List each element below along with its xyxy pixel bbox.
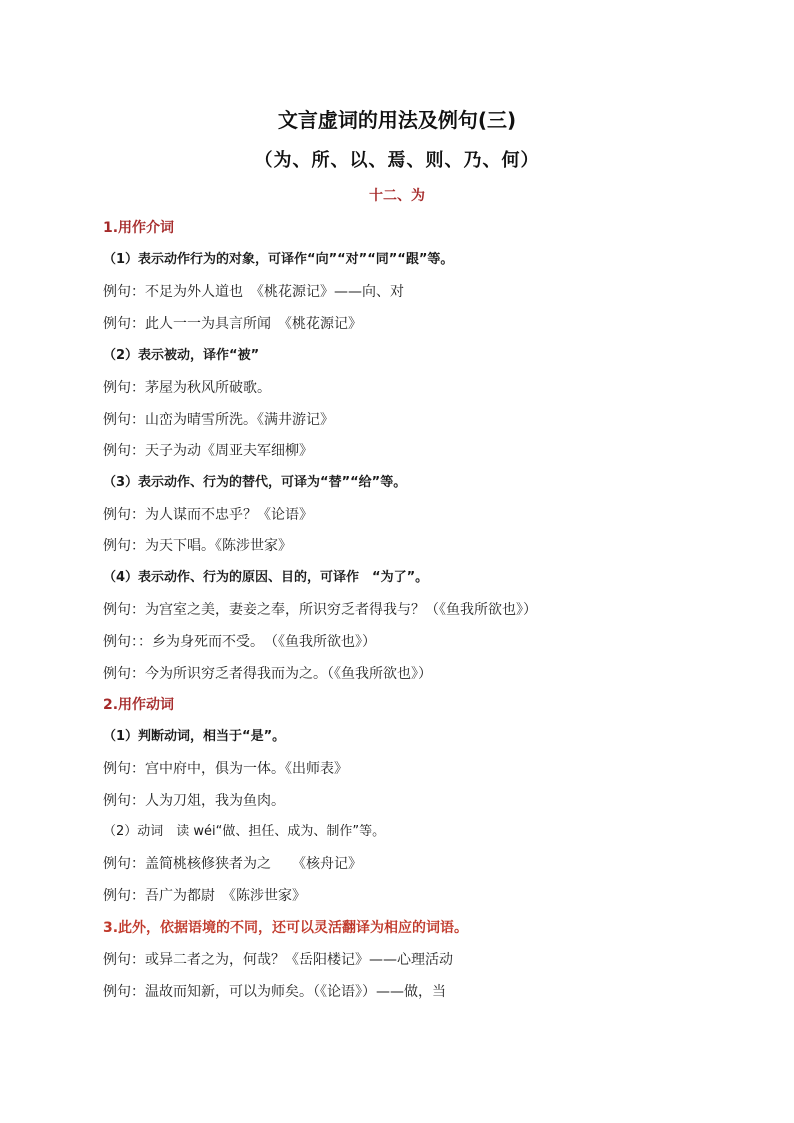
example-sentence: 例句：不足为外人道也 《桃花源记》——向、对: [103, 284, 404, 300]
example-sentence: 例句：为宫室之美，妻妾之奉，所识穷乏者得我与？（《鱼我所欲也》）: [103, 602, 537, 618]
example-sentence: 例句：此人一一为具言所闻 《桃花源记》: [103, 316, 362, 332]
section-heading: 十二、为: [369, 188, 425, 204]
usage-heading: （2）动词 读 wéi“做、担任、成为、制作”等。: [103, 824, 386, 839]
page-subtitle: （为、所、以、焉、则、乃、何）: [254, 150, 540, 171]
section-label: 1.用作介词: [103, 220, 175, 236]
usage-heading: （1）判断动词，相当于“是”。: [103, 729, 286, 744]
page-title: 文言虚词的用法及例句(三): [277, 108, 517, 132]
usage-heading: （1）表示动作行为的对象，可译作“向”“对”“同”“跟”等。: [103, 252, 454, 267]
example-sentence: 例句：盖简桃核修狭者为之 《核舟记》: [103, 856, 362, 872]
usage-heading: （3）表示动作、行为的替代，可译为“替”“给”等。: [103, 475, 407, 490]
example-sentence: 例句：天子为动《周亚夫军细柳》: [103, 443, 313, 459]
example-sentence: 例句：人为刀俎，我为鱼肉。: [103, 793, 285, 809]
example-sentence: 例句：为人谋而不忠乎？《论语》: [103, 507, 313, 523]
example-sentence: 例句：今为所识穷乏者得我而为之。（《鱼我所欲也》）: [103, 666, 432, 682]
example-sentence: 例句：宫中府中，俱为一体。《出师表》: [103, 761, 348, 777]
section-label: 2.用作动词: [103, 697, 175, 713]
example-sentence: 例句：或异二者之为，何哉？《岳阳楼记》——心理活动: [103, 952, 453, 968]
example-sentence: 例句：为天下唱。《陈涉世家》: [103, 538, 292, 554]
example-sentence: 例句：：乡为身死而不受。 （《鱼我所欲也》）: [103, 634, 376, 650]
note-heading: 3.此外，依据语境的不同，还可以灵活翻译为相应的词语。: [103, 920, 469, 936]
example-sentence: 例句：吾广为都尉 《陈涉世家》: [103, 888, 306, 904]
usage-heading: （4）表示动作、行为的原因、目的，可译作 “为了”。: [103, 570, 429, 585]
usage-heading: （2）表示被动，译作“被”: [103, 348, 260, 363]
example-sentence: 例句：山峦为晴雪所洗。《满井游记》: [103, 412, 334, 428]
example-sentence: 例句：茅屋为秋风所破歌。: [103, 380, 271, 396]
example-sentence: 例句：温故而知新，可以为师矣。（《论语》）——做，当: [103, 984, 446, 1000]
